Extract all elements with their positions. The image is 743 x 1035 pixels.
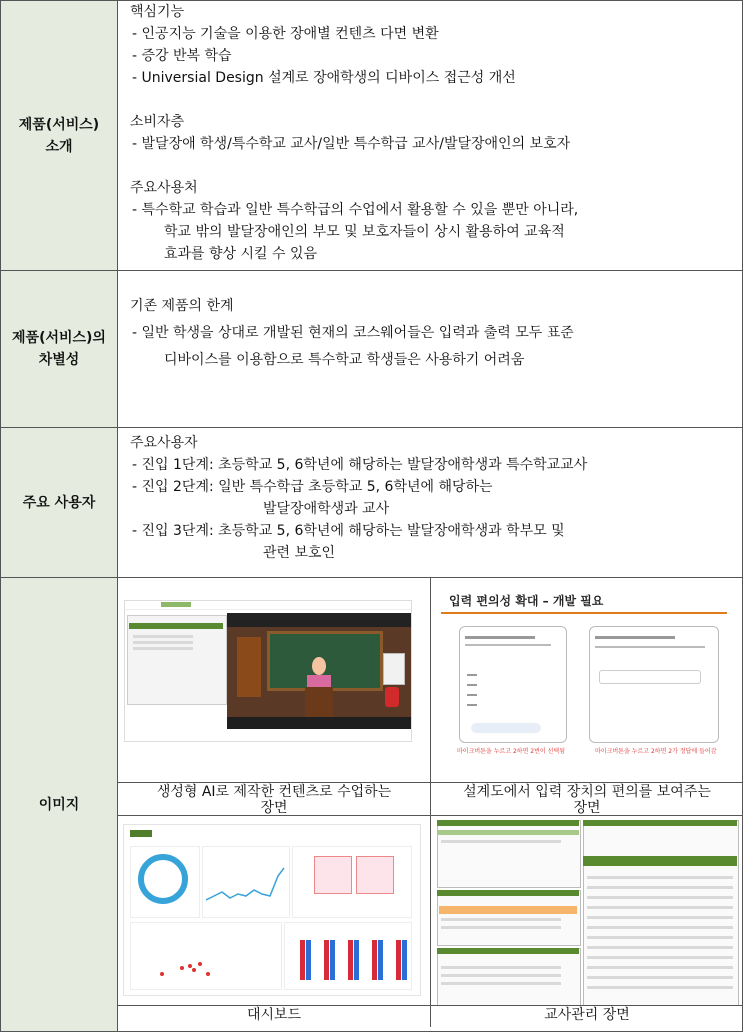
- caption-classroom: 생성형 AI로 제작한 컨텐츠로 수업하는 장면: [118, 782, 431, 815]
- users-stage-2a: - 진입 2단계: 일반 특수학급 초등학교 5, 6학년에 해당하는: [132, 479, 493, 495]
- caption-dashboard: 대시보드: [118, 1005, 431, 1027]
- diff-line-1: - 일반 학생을 상대로 개발된 현재의 코스웨어들은 입력과 출력 모두 표준: [132, 325, 574, 341]
- usage-line-1: - 특수학교 학습과 일반 특수학급의 수업에서 활용할 수 있을 뿐만 아니라,: [132, 202, 579, 218]
- label-intro-line2: 소개: [45, 138, 73, 155]
- usage-title: 주요사용처: [130, 180, 198, 196]
- core-item-2: - 증강 반복 학습: [132, 48, 232, 64]
- users-content: [118, 428, 743, 578]
- image-teacher-management: [431, 815, 743, 1005]
- users-stage-1: - 진입 1단계: 초등학교 5, 6학년에 해당하는 발달장애학생과 특수학교교사: [132, 457, 588, 473]
- row-users: [1, 428, 743, 578]
- core-item-1: - 인공지능 기술을 이용한 장애별 컨텐츠 다면 변환: [132, 26, 439, 42]
- images-content: [118, 578, 743, 1032]
- label-diff-line1: 제품(서비스)의: [12, 330, 106, 346]
- image-classroom: [118, 578, 431, 782]
- usage-line-3: 효과를 향상 시킬 수 있음: [164, 246, 318, 262]
- label-diff-line2: 차별성: [38, 352, 80, 368]
- label-intro: [1, 1, 118, 271]
- note-left: 마이크버튼을 누르고 2하면 2번이 선택됨: [457, 748, 566, 755]
- diff-title: 기존 제품의 한계: [130, 298, 234, 314]
- dashboard-line-chart: [206, 866, 286, 906]
- intro-content: [118, 1, 743, 271]
- consumer-title: 소비자층: [130, 114, 185, 130]
- consumer-item: - 발달장애 학생/특수학교 교사/일반 특수학급 교사/발달장애인의 보호자: [132, 136, 571, 152]
- usage-line-2: 학교 밖의 발달장애인의 부모 및 보호자들이 상시 활용하여 교육적: [164, 224, 565, 240]
- row-intro: [1, 1, 743, 271]
- users-stage-2b: 발달장애학생과 교사: [263, 501, 390, 517]
- label-diff: [1, 271, 118, 428]
- image-dashboard: [118, 815, 431, 1005]
- caption-input-design: 설계도에서 입력 장치의 편의를 보여주는 장면: [431, 782, 743, 815]
- caption-teacher-management: 교사관리 장면: [431, 1005, 743, 1027]
- core-item-3: - Universial Design 설계로 장애학생의 디바이스 접근성 개선: [132, 70, 516, 86]
- users-title: 주요사용자: [130, 435, 198, 451]
- label-users: 주요 사용자: [1, 428, 118, 578]
- diff-line-2: 디바이스를 이용함으로 특수학교 학생들은 사용하기 어려움: [164, 352, 525, 368]
- dashboard-bar-chart: [298, 936, 408, 982]
- diff-content: [118, 271, 743, 428]
- image-input-design: [431, 578, 743, 782]
- row-images: [1, 578, 743, 1032]
- note-right: 마이크버튼을 누르고 2하면 2가 정답에 들어감: [595, 748, 717, 755]
- users-stage-3b: 관련 보호인: [263, 545, 336, 561]
- banner-title: 입력 편의성 확대 – 개발 필요: [449, 594, 604, 608]
- users-stage-3a: - 진입 3단계: 초등학교 5, 6학년에 해당하는 발달장애학생과 학부모 및: [132, 523, 565, 539]
- row-diff: [1, 271, 743, 428]
- core-title: 핵심기능: [130, 4, 185, 20]
- dashboard-scatter: [142, 940, 272, 980]
- label-intro-line1: 제품(서비스): [18, 116, 100, 133]
- label-images: 이미지: [1, 578, 118, 1032]
